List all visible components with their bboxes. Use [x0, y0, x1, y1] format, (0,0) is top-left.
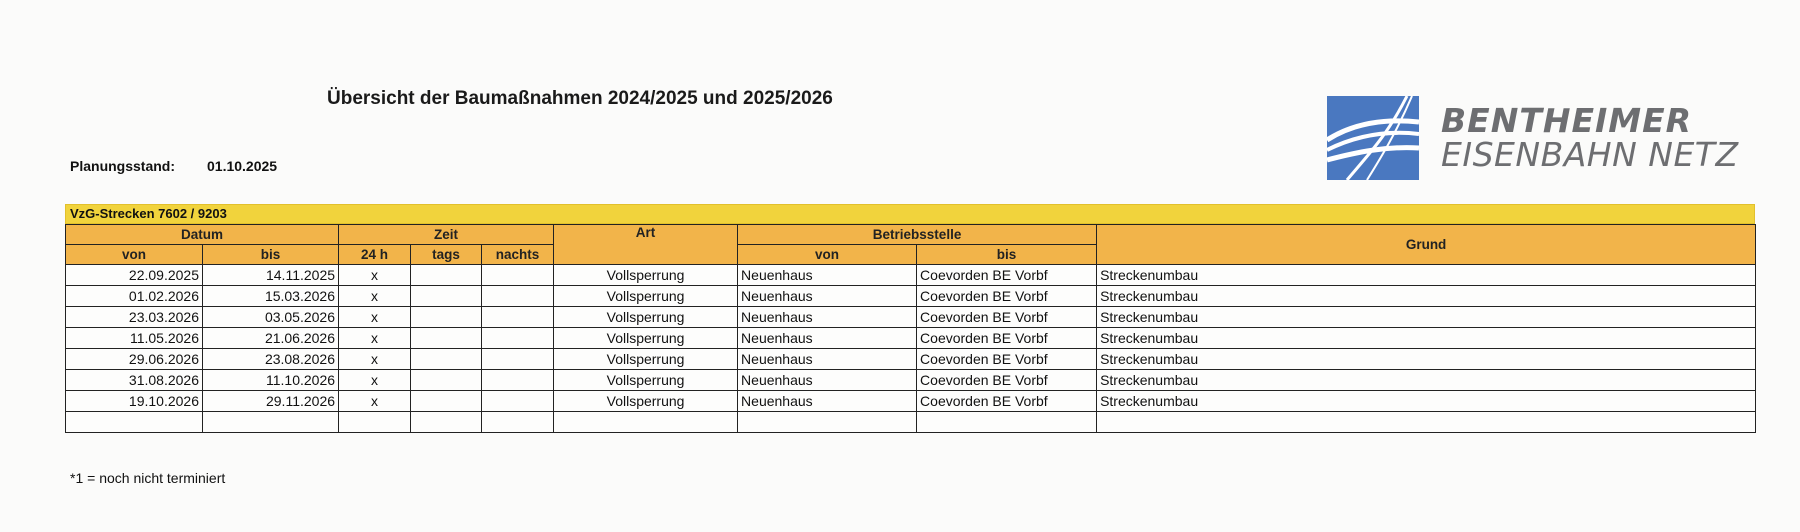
logo-text-line1: BENTHEIMER	[1441, 101, 1693, 140]
cell-bs-bis: Coevorden BE Vorbf	[917, 286, 1097, 307]
cell-nachts	[482, 265, 554, 286]
cell-tags	[411, 370, 482, 391]
header-bs-von: von	[738, 245, 917, 265]
table-row	[66, 265, 1756, 286]
cell-bis: 29.11.2026	[203, 391, 339, 412]
cell-von: 11.05.2026	[66, 328, 203, 349]
section-header: VzG-Strecken 7602 / 9203	[65, 204, 1755, 224]
cell-tags	[411, 328, 482, 349]
cell-bs-von: Neuenhaus	[738, 370, 917, 391]
cell-bis: 11.10.2026	[203, 370, 339, 391]
cell-24h: x	[339, 370, 411, 391]
cell-bis: 15.03.2026	[203, 286, 339, 307]
cell-bs-von: Neuenhaus	[738, 286, 917, 307]
cell-bis: 14.11.2025	[203, 265, 339, 286]
cell-24h: x	[339, 307, 411, 328]
page-title: Übersicht der Baumaßnahmen 2024/2025 und 2025/2026	[327, 88, 833, 109]
cell-tags	[411, 412, 482, 433]
cell-nachts	[482, 286, 554, 307]
cell-von: 29.06.2026	[66, 349, 203, 370]
cell-bs-bis: Coevorden BE Vorbf	[917, 265, 1097, 286]
header-grund: Grund	[1097, 225, 1756, 265]
cell-24h	[339, 412, 411, 433]
cell-bs-bis: Coevorden BE Vorbf	[917, 370, 1097, 391]
cell-bs-von: Neuenhaus	[738, 391, 917, 412]
cell-art	[554, 412, 738, 433]
cell-art: Vollsperrung	[554, 265, 738, 286]
cell-von	[66, 412, 203, 433]
schedule-table	[65, 224, 1756, 433]
cell-tags	[411, 286, 482, 307]
cell-bis: 23.08.2026	[203, 349, 339, 370]
cell-24h: x	[339, 391, 411, 412]
header-24h: 24 h	[339, 245, 411, 265]
cell-bs-bis: Coevorden BE Vorbf	[917, 391, 1097, 412]
cell-von: 23.03.2026	[66, 307, 203, 328]
table-row	[66, 391, 1756, 412]
cell-tags	[411, 391, 482, 412]
table-row	[66, 328, 1756, 349]
cell-bs-von: Neuenhaus	[738, 265, 917, 286]
cell-art: Vollsperrung	[554, 328, 738, 349]
table-row	[66, 412, 1756, 433]
cell-nachts	[482, 391, 554, 412]
cell-art: Vollsperrung	[554, 370, 738, 391]
cell-von: 19.10.2026	[66, 391, 203, 412]
cell-grund: Streckenumbau	[1097, 265, 1756, 286]
cell-nachts	[482, 412, 554, 433]
planungsstand-label: Planungsstand:	[70, 158, 176, 174]
cell-art: Vollsperrung	[554, 349, 738, 370]
cell-24h: x	[339, 349, 411, 370]
cell-24h: x	[339, 328, 411, 349]
header-bs-bis: bis	[917, 245, 1097, 265]
cell-nachts	[482, 307, 554, 328]
cell-grund: Streckenumbau	[1097, 349, 1756, 370]
header-art: Art	[554, 225, 738, 265]
footnote: *1 = noch nicht terminiert	[70, 470, 226, 486]
cell-bs-bis: Coevorden BE Vorbf	[917, 349, 1097, 370]
planungsstand-date: 01.10.2025	[207, 158, 278, 174]
cell-grund: Streckenumbau	[1097, 286, 1756, 307]
cell-bs-von: Neuenhaus	[738, 328, 917, 349]
cell-bis	[203, 412, 339, 433]
cell-grund	[1097, 412, 1756, 433]
header-von: von	[66, 245, 203, 265]
cell-bs-bis	[917, 412, 1097, 433]
header-datum: Datum	[66, 225, 339, 245]
cell-nachts	[482, 370, 554, 391]
header-betriebsstelle: Betriebsstelle	[738, 225, 1097, 245]
cell-grund: Streckenumbau	[1097, 328, 1756, 349]
cell-bs-von: Neuenhaus	[738, 307, 917, 328]
table-row	[66, 307, 1756, 328]
company-logo	[1327, 96, 1739, 180]
rail-logo-icon	[1327, 96, 1419, 180]
cell-bs-bis: Coevorden BE Vorbf	[917, 307, 1097, 328]
header-zeit: Zeit	[339, 225, 554, 245]
cell-von: 22.09.2025	[66, 265, 203, 286]
cell-von: 31.08.2026	[66, 370, 203, 391]
cell-bis: 03.05.2026	[203, 307, 339, 328]
cell-grund: Streckenumbau	[1097, 370, 1756, 391]
cell-bis: 21.06.2026	[203, 328, 339, 349]
cell-grund: Streckenumbau	[1097, 307, 1756, 328]
cell-grund: Streckenumbau	[1097, 391, 1756, 412]
header-nachts: nachts	[482, 245, 554, 265]
cell-bs-von	[738, 412, 917, 433]
cell-bs-bis: Coevorden BE Vorbf	[917, 328, 1097, 349]
cell-von: 01.02.2026	[66, 286, 203, 307]
table-row	[66, 349, 1756, 370]
header-bis: bis	[203, 245, 339, 265]
cell-nachts	[482, 349, 554, 370]
cell-tags	[411, 265, 482, 286]
construction-table	[65, 204, 1755, 433]
table-row	[66, 370, 1756, 391]
logo-text-line2: EISENBAHN NETZ	[1441, 135, 1739, 174]
cell-tags	[411, 307, 482, 328]
table-row	[66, 286, 1756, 307]
cell-24h: x	[339, 286, 411, 307]
cell-art: Vollsperrung	[554, 307, 738, 328]
header-tags: tags	[411, 245, 482, 265]
cell-bs-von: Neuenhaus	[738, 349, 917, 370]
cell-tags	[411, 349, 482, 370]
cell-24h: x	[339, 265, 411, 286]
cell-art: Vollsperrung	[554, 391, 738, 412]
cell-art: Vollsperrung	[554, 286, 738, 307]
cell-nachts	[482, 328, 554, 349]
